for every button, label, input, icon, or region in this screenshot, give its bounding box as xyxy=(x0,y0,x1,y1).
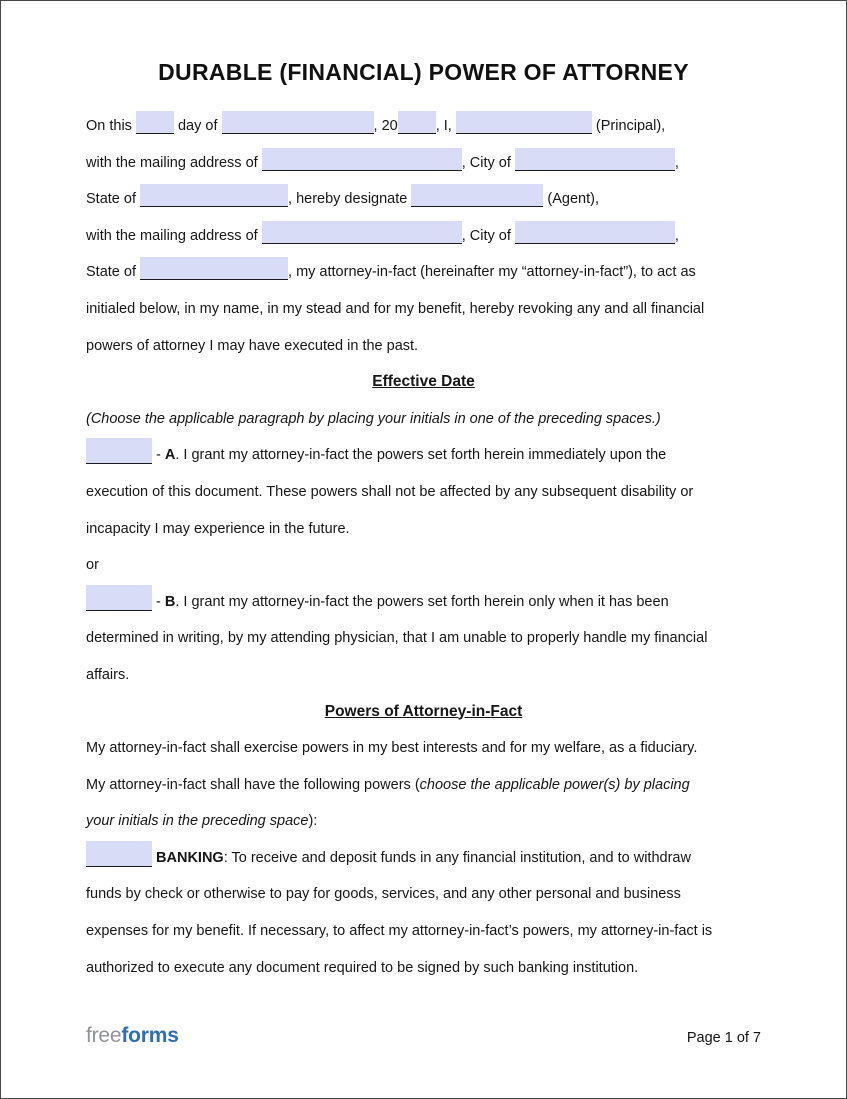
intro-line-6 xyxy=(86,291,761,328)
text-segment: , City of xyxy=(461,227,515,244)
text-segment: authorized to execute any document required to be signed by such banking institution. xyxy=(86,959,639,976)
banking-line-2 xyxy=(86,876,761,913)
effective-date-heading: Effective Date xyxy=(372,373,475,391)
option-b-label: B xyxy=(164,593,176,610)
text-segment: expenses for my benefit. If necessary, to affect my attorney-in-fact’s powers, my attorney-in-fact is xyxy=(86,923,713,940)
text-segment: ): xyxy=(308,813,318,830)
option-a-line-3 xyxy=(86,511,761,548)
option-a-line-1 xyxy=(86,437,761,474)
banking-line-4 xyxy=(86,950,761,987)
blank-initials-banking[interactable] xyxy=(86,841,152,867)
text-segment: , xyxy=(674,227,679,244)
blank-principal-state[interactable] xyxy=(140,184,288,207)
blank-agent-name[interactable] xyxy=(411,184,543,207)
intro-line-5 xyxy=(86,254,761,291)
document-title: DURABLE (FINANCIAL) POWER OF ATTORNEY xyxy=(158,59,689,85)
blank-year[interactable] xyxy=(398,111,436,134)
effective-date-instruction: (Choose the applicable paragraph by placing your initials in one of the preceding spaces.) xyxy=(86,410,661,427)
brand-forms: forms xyxy=(121,1024,179,1047)
option-b-line-2 xyxy=(86,620,761,657)
text-segment: . I grant my attorney-in-fact the powers set forth herein immediately upon the xyxy=(175,447,667,464)
blank-principal-name[interactable] xyxy=(456,111,592,134)
powers-line-1 xyxy=(86,730,761,767)
intro-line-4 xyxy=(86,218,761,255)
text-segment: execution of this document. These powers shall not be affected by any subsequent disability or xyxy=(86,483,694,500)
brand-free: free xyxy=(86,1024,122,1047)
blank-initials-option-b[interactable] xyxy=(86,585,152,611)
text-segment: State of xyxy=(86,191,141,208)
text-segment: . I grant my attorney-in-fact the powers set forth herein only when it has been xyxy=(175,593,669,610)
blank-month[interactable] xyxy=(222,111,374,134)
document-body xyxy=(86,108,761,986)
text-segment: , my attorney-in-fact (hereinafter my “attorney-in-fact”), to act as xyxy=(288,264,696,281)
text-segment: your initials in the preceding space xyxy=(86,813,309,830)
powers-heading: Powers of Attorney-in-Fact xyxy=(324,702,523,720)
option-a-label: A xyxy=(164,447,176,464)
text-segment: , City of xyxy=(461,154,515,171)
text-segment: - xyxy=(152,593,165,610)
text-segment: - xyxy=(152,447,165,464)
option-a-line-2 xyxy=(86,474,761,511)
or-label xyxy=(86,547,761,584)
text-segment: with the mailing address of xyxy=(86,227,262,244)
text-segment: My attorney-in-fact shall have the following powers ( xyxy=(86,776,420,793)
blank-day[interactable] xyxy=(136,111,174,134)
text-segment: : To receive and deposit funds in any financial institution, and to withdraw xyxy=(223,849,691,866)
text-segment: , I, xyxy=(435,118,456,134)
text-segment: day of xyxy=(173,118,222,134)
option-b-line-3 xyxy=(86,657,761,694)
text-segment: State of xyxy=(86,264,141,281)
text-segment: incapacity I may experience in the future. xyxy=(86,520,350,537)
banking-label: BANKING xyxy=(156,849,224,866)
intro-line-2 xyxy=(86,145,761,182)
text-segment: powers of attorney I may have executed in the past. xyxy=(86,337,419,354)
text-segment: affairs. xyxy=(86,666,130,683)
banking-line-3 xyxy=(86,913,761,950)
page-indicator: Page 1 of 7 xyxy=(686,1030,761,1046)
text-segment: with the mailing address of xyxy=(86,154,262,171)
text-segment: or xyxy=(86,557,99,574)
blank-agent-address[interactable] xyxy=(262,221,462,244)
text-segment: determined in writing, by my attending physician, that I am unable to properly handle my financial xyxy=(86,630,708,647)
blank-principal-address[interactable] xyxy=(262,148,462,171)
banking-line-1 xyxy=(86,840,761,877)
text-segment: , hereby designate xyxy=(288,191,412,208)
text-segment: initialed below, in my name, in my stead and for my benefit, hereby revoking any and all financial xyxy=(86,300,705,317)
blank-initials-option-a[interactable] xyxy=(86,438,152,464)
option-b-line-1 xyxy=(86,584,761,621)
text-segment: My attorney-in-fact shall exercise powers in my best interests and for my welfare, as a fiduciary. xyxy=(86,740,698,757)
text-segment: , 20 xyxy=(373,118,398,134)
blank-agent-city[interactable] xyxy=(515,221,675,244)
blank-agent-state[interactable] xyxy=(140,257,288,280)
powers-line-3 xyxy=(86,803,761,840)
text-segment: (Principal), xyxy=(591,118,666,134)
page-footer xyxy=(86,1024,761,1048)
blank-principal-city[interactable] xyxy=(515,148,675,171)
intro-line-1 xyxy=(86,108,761,145)
text-segment: choose the applicable power(s) by placing xyxy=(419,776,690,793)
intro-line-3 xyxy=(86,181,761,218)
powers-line-2 xyxy=(86,767,761,804)
text-segment: funds by check or otherwise to pay for goods, services, and any other personal and business xyxy=(86,886,681,903)
freeforms-logo xyxy=(86,1024,179,1048)
intro-line-7 xyxy=(86,328,761,365)
text-segment: , xyxy=(674,154,679,171)
text-segment: On this xyxy=(86,118,136,134)
text-segment: (Agent), xyxy=(543,191,599,208)
